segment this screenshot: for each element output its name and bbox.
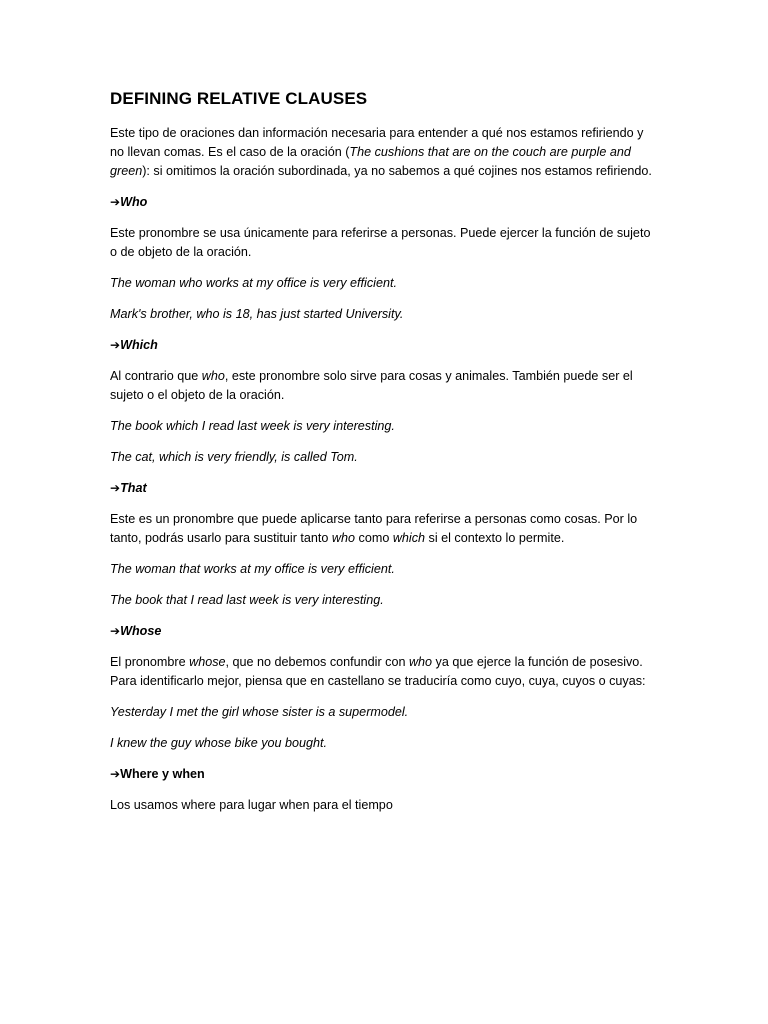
who-explanation: Este pronombre se usa únicamente para referirse a personas. Puede ejercer la función de sujeto o de objeto de la oración. [110, 226, 651, 259]
intro-text-part2: ): si omitimos la oración subordinada, ya no sabemos a qué cojines nos estamos refiriendo. [142, 164, 652, 178]
arrow-right-icon: ➔ [110, 338, 121, 352]
where-when-explanation: Los usamos where para lugar when para el tiempo [110, 798, 393, 812]
that-text-part3: si el contexto lo permite. [425, 531, 565, 545]
which-text-italic: who [201, 369, 225, 383]
which-text-before: Al contrario que [110, 369, 202, 383]
arrow-right-icon: ➔ [110, 481, 121, 495]
whose-example-2: I knew the guy whose bike you bought. [110, 736, 328, 750]
section-heading-which [110, 336, 658, 355]
section-heading-whose [110, 622, 658, 641]
page-title: DEFINING RELATIVE CLAUSES [110, 89, 368, 108]
which-example-2: The cat, which is very friendly, is called Tom. [110, 450, 358, 464]
arrow-right-icon: ➔ [110, 195, 121, 209]
whose-explanation [110, 653, 658, 691]
that-text-italic1: who [331, 531, 356, 545]
section-heading-who [110, 193, 658, 212]
heading-who-label: Who [120, 195, 148, 209]
that-text-italic2: which [392, 531, 426, 545]
who-example-2: Mark's brother, who is 18, has just started University. [110, 307, 404, 321]
that-text-part2: como [355, 531, 393, 545]
document-page [110, 87, 658, 827]
who-example-1: The woman who works at my office is very efficient. [110, 276, 397, 290]
whose-text-part3: ya que ejerce la función de posesivo. Para identificarlo mejor, piensa que en castellano se traduciría como cuyo, cuya, cuyos o cuyas: [110, 655, 646, 688]
which-explanation [110, 367, 658, 405]
intro-text-part1: Este tipo de oraciones dan información necesaria para entender a qué nos estamos refiriendo y no llevan comas. Es el caso de la oración ( [110, 126, 644, 159]
arrow-right-icon: ➔ [110, 767, 121, 781]
which-example-1: The book which I read last week is very interesting. [110, 419, 395, 433]
whose-example-1: Yesterday I met the girl whose sister is a supermodel. [110, 705, 409, 719]
whose-text-italic2: who [408, 655, 433, 669]
that-example-2: The book that I read last week is very interesting. [110, 593, 384, 607]
heading-that-label: That [120, 481, 147, 495]
that-explanation [110, 510, 658, 548]
section-heading-where-when [110, 765, 658, 784]
arrow-right-icon: ➔ [110, 624, 121, 638]
section-heading-that [110, 479, 658, 498]
heading-whose-label: Whose [120, 624, 162, 638]
intro-example: The cushions that are on the couch are purple and green [110, 145, 631, 178]
heading-which-label: Which [120, 338, 158, 352]
that-text-part1: Este es un pronombre que puede aplicarse tanto para referirse a personas como cosas. Por lo tanto, podrás usarlo para sustituir tanto [110, 512, 638, 545]
which-text-after: , este pronombre solo sirve para cosas y animales. También puede ser el sujeto o el objeto de la oración. [110, 369, 633, 402]
heading-where-when-label: Where y when [120, 767, 205, 781]
intro-paragraph [110, 124, 658, 181]
whose-text-italic1: whose [189, 655, 226, 669]
whose-text-part2: , que no debemos confundir con [225, 655, 409, 669]
that-example-1: The woman that works at my office is very efficient. [110, 562, 395, 576]
whose-text-part1: El pronombre [110, 655, 190, 669]
